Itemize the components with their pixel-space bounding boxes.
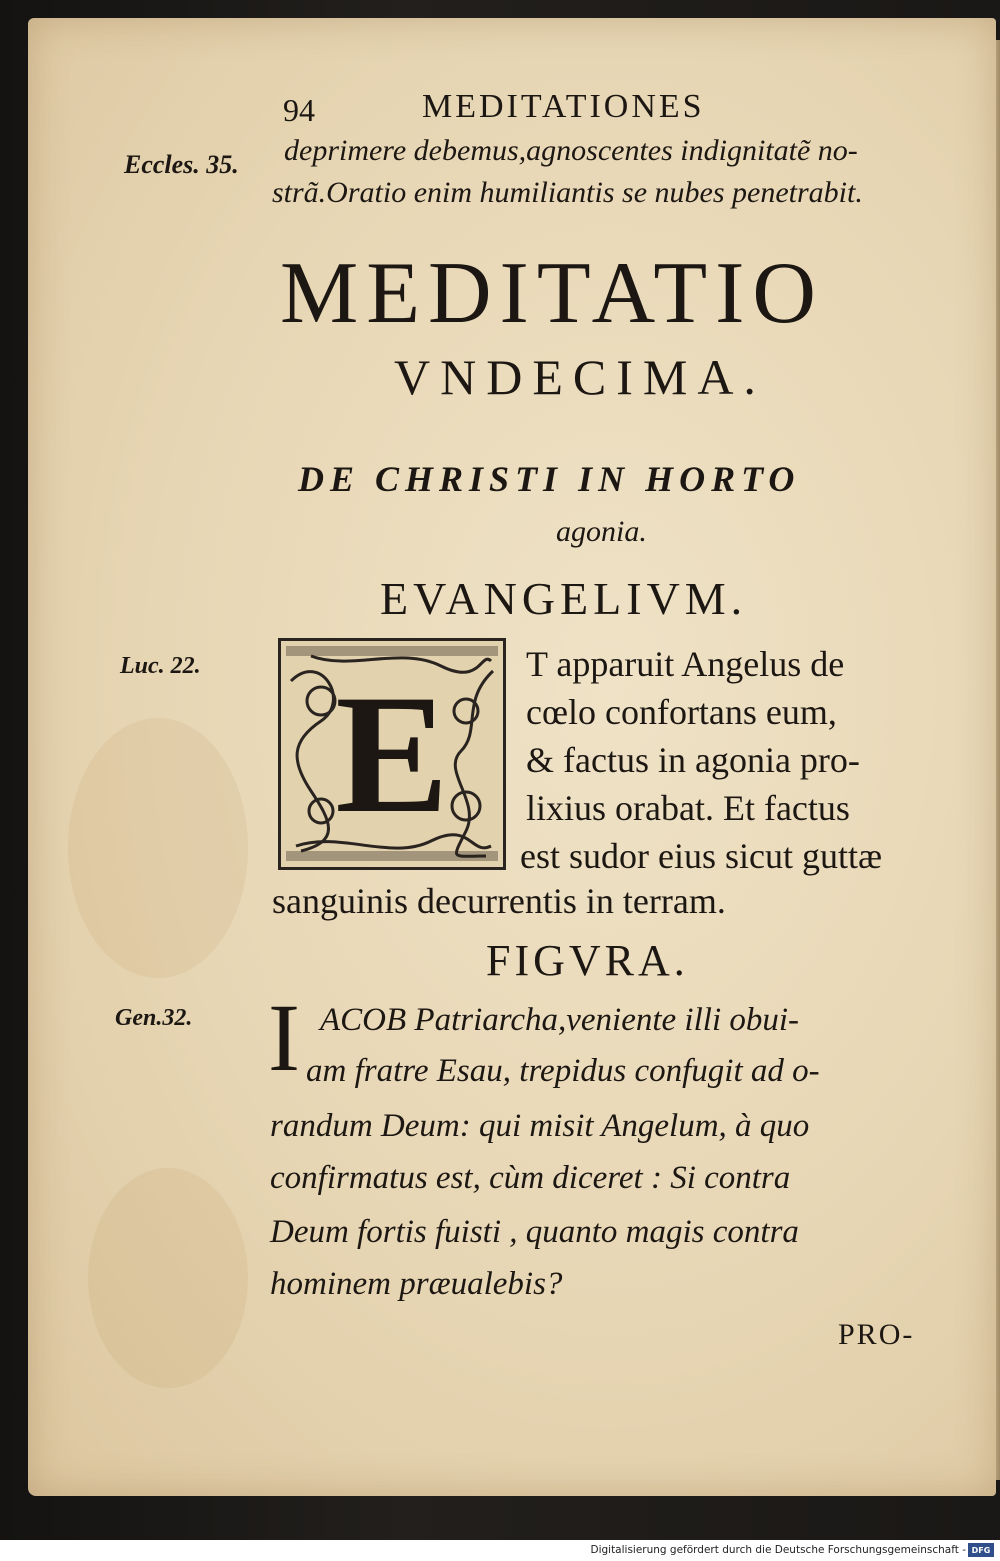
body-line: strã.Oratio enim humiliantis se nubes penetrabit. bbox=[272, 176, 863, 209]
body-line: est sudor eius sicut guttæ bbox=[520, 836, 882, 876]
body-line: deprimere debemus,agnoscentes indignitatẽ no- bbox=[284, 134, 858, 167]
section-heading: DE CHRISTI IN HORTO bbox=[298, 459, 801, 499]
body-line: cœlo confortans eum, bbox=[526, 692, 837, 732]
marginal-note-gen: Gen.32. bbox=[115, 1005, 193, 1031]
body-line: T apparuit Angelus de bbox=[526, 644, 845, 684]
running-title: MEDITATIONES bbox=[422, 88, 705, 125]
page-title: MEDITATIO bbox=[280, 245, 824, 342]
initial-letter-e: E bbox=[335, 660, 449, 848]
dfg-logo: DFG bbox=[968, 1543, 994, 1557]
initial-letter-i: I bbox=[268, 984, 300, 1091]
body-line: ACOB Patriarcha,veniente illi obui- bbox=[320, 1002, 800, 1038]
section-heading-continued: agonia. bbox=[556, 515, 647, 548]
body-line: & factus in agonia pro- bbox=[526, 740, 860, 780]
decorated-initial bbox=[278, 638, 506, 870]
paper-stain bbox=[68, 718, 248, 978]
body-line: hominem præualebis? bbox=[270, 1266, 563, 1302]
paper-stain bbox=[88, 1168, 248, 1388]
body-line: lixius orabat. Et factus bbox=[526, 788, 850, 828]
body-line: am fratre Esau, trepidus confugit ad o- bbox=[306, 1053, 820, 1089]
evangelium-heading: EVANGELIVM. bbox=[380, 573, 748, 624]
page-number: 94 bbox=[283, 92, 315, 128]
body-line: sanguinis decurrentis in terram. bbox=[272, 881, 726, 921]
figura-heading: FIGVRA. bbox=[486, 936, 689, 985]
marginal-note-luc: Luc. 22. bbox=[120, 653, 201, 679]
body-line: randum Deum: qui misit Angelum, à quo bbox=[270, 1108, 810, 1144]
body-line: confirmatus est, cùm diceret : Si contra bbox=[270, 1160, 791, 1196]
page-subtitle: VNDECIMA. bbox=[394, 349, 766, 405]
catchword: PRO- bbox=[838, 1318, 915, 1351]
body-line: Deum fortis fuisti , quanto magis contra bbox=[270, 1214, 799, 1250]
marginal-note-eccles: Eccles. 35. bbox=[124, 150, 239, 179]
footer-credit: Digitalisierung gefördert durch die Deutsche Forschungsgemeinschaft - bbox=[590, 1544, 966, 1556]
